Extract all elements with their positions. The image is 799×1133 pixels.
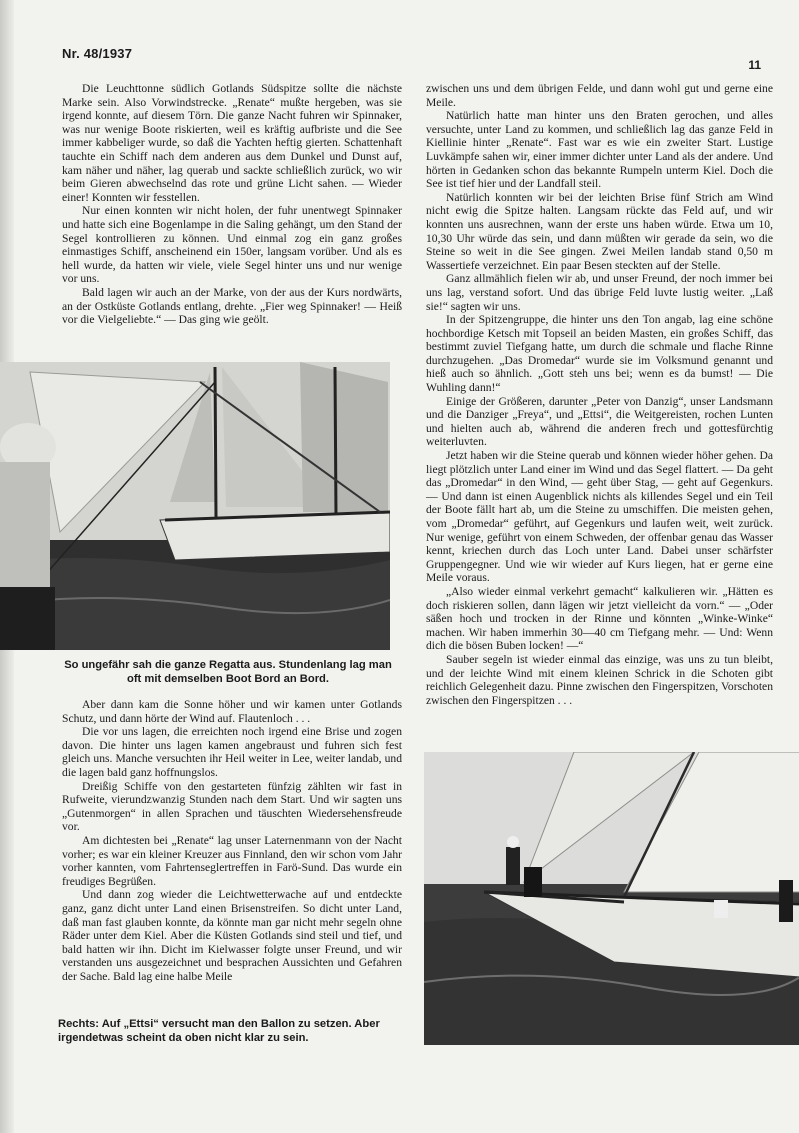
page-number: 11 [748,58,761,72]
regatta-photo [0,362,390,650]
paragraph: Dreißig Schiffe von den gestarteten fünfzig zählten wir fast in Rufweite, vierundzwanzig Stunden nach dem Start. Und wir sagten uns „Gutenmorgen“ in allen Sprachen und täuschten Wiedersehensfreude vor. [62,779,402,834]
paragraph: Einige der Größeren, darunter „Peter von Danzig“, unser Landsmann und die Danziger „Freya“, und „Ettsi“, die Weitgereisten, rochen Lunten und hielten auch ab, während die anderen frech und gottesfürchtig weiterluvten. [426,394,773,449]
ettsi-sailboat-photo [424,752,799,1045]
paragraph: Sauber segeln ist wieder einmal das einzige, was uns zu tun bleibt, und der leichte Wind mit einem kleinen Schrick in die Schoten gibt reichlich Gelegenheit dazu. Pinne zwischen den Fingerspitzen, Vorschoten zwischen den Fingerspitzen . . . [426,652,773,707]
paragraph: Die vor uns lagen, die erreichten noch irgend eine Brise und zogen davon. Die hinter uns lagen kamen angebraust und fuhren sich fest gleich uns. Manche versuchten ihr Heil weiter in Lee, weiter landab, und die lagen bald ganz hoffnungslos. [62,725,402,779]
paragraph: Am dichtesten bei „Renate“ lag unser Laternenmann von der Nacht vorher; es war ein kleiner Kreuzer aus Finnland, den wir schon vom Jahr vorher kannten, vom Fahrtenseglertreffen in Farö-Sund. Das wurde ein freudiges Begrüßen. [62,833,402,888]
paragraph: In der Spitzengruppe, die hinter uns den Ton angab, lag eine schöne hochbordige Ketsch mit Topseil an beiden Masten, ein großes Schiff, das bestimmt zuviel Tiefgang hatte, um durch die schmale und flache Rinne durchzugehen. „Das Dromedar“ wurde sie im Volksmund genannt und hieß auch so ähnlich. „Gott steh uns bei; wenn es da bumst! — Die Wuhling dann!“ [426,313,773,395]
paragraph: zwischen uns und dem übrigen Felde, und dann wohl gut und gerne eine Meile. [426,82,773,109]
sailboat-photo-illustration-right [424,752,799,1045]
photo-caption: So ungefähr sah die ganze Regatta aus. Stundenlang lag man oft mit demselben Boot Bord an Bord. [64,659,392,685]
paragraph: Natürlich hatte man hinter uns den Braten gerochen, und alles versuchte, unter Land zu kommen, und schließlich lag das ganze Feld in Kiellinie hinter „Renate“. Fast war es wie ein zweiter Start. Lustige Luvkämpfe sahen wir, einer immer dichter unter Land als der andere. Und hörten in Gedanken schon das bekannte Rumpeln unterm Kiel. Doch die See ist tief hier und der Landfall steil. [426,109,773,191]
paragraph: Und dann zog wieder die Leichtwetterwache auf und entdeckte ganz, ganz dicht unter Land einen Brisenstreifen. So dicht unter Land, daß man fast glauben konnte, da könnte man gar nicht mehr segeln ohne Räder unter dem Kiel. Aber die Küsten Gotlands sind steil und tief, und bald hatten wir ihn. Dicht im Kielwasser folgte unser Freund, und wir verstanden uns ausgezeichnet und besprachen Aussichten und Gefahren der Sache. Bald lag eine halbe Meile [62,888,402,983]
paragraph: Bald lagen wir auch an der Marke, von der aus der Kurs nordwärts, an der Ostküste Gotlands entlang, drehte. „Fier weg Spinnaker! — Heiß vor die Vielgeliebte.“ — Das ging wie geölt. [62,285,402,327]
paragraph: Ganz allmählich fielen wir ab, und unser Freund, der noch immer bei uns lag, verstand sofort. Und das übrige Feld luvte lustig weiter. „Laß sie!“ sagten wir uns. [426,272,773,313]
paragraph: „Also wieder einmal verkehrt gemacht“ kalkulieren wir. „Hätten es doch riskieren sollen, dann lägen wir jetzt vielleicht da vorn.“ — „Oder säßen hoch und trocken in der Rinne und könnten „Winke-Winke“ machen. Wir haben immerhin 30—40 cm Tiefgang mehr. — Und: Wenn dich die bösen Buben locken! —“ [426,584,773,653]
paragraph: Natürlich konnten wir bei der leichten Brise fünf Strich am Wind nicht ewig die Spitze halten. Langsam rückte das Feld auf, und wir konnten uns ausrechnen, wann der erste uns haben würde. Etwa um 10, 10,30 Uhr würde das sein, und dann müßten wir gerade da sein, wo die Steine so weit in die See gingen. Zwei Meilen landab stand 0,50 m Wassertiefe verzeichnet. Ein paar Besen steckten auf der Stelle. [426,190,773,272]
article-column-right [426,82,773,707]
photo-caption-right: Rechts: Auf „Ettsi“ versucht man den Ballon zu setzen. Aber irgendetwas scheint da oben nicht klar zu sein. [58,1018,380,1044]
paragraph: Jetzt haben wir die Steine querab und können wieder höher gehen. Da liegt plötzlich unter Land einer im Wind und das Segel flattert. — Da geht das „Dromedar“ in den Wind, — geht über Stag, — geht auf Gegenkurs. — Und dann ist einen Augenblick nichts als killendes Segel und ein Teil der Boote fällt hart ab, um die Steine zu umschiffen. Die meisten gehen, vom „Dromedar“ geführt, auf Gegenkurs und laufen weit, weit zurück. Nur wenige, geführt von einem Schweden, der offenbar genau das Wasser kennt, kriechen durch das Loch unter Land. Dabei unser schärfster Gruppengegner. Und wie wir wieder auf Kurs liegen, hat er gerne eine Meile voraus. [426,449,773,585]
paragraph: Aber dann kam die Sonne höher und wir kamen unter Gotlands Schutz, und dann hörte der Wind auf. Flautenloch . . . [62,698,402,725]
paragraph: Nur einen konnten wir nicht holen, der fuhr unentwegt Spinnaker und hatte sich eine Bogenlampe in die Saling gehängt, um den Stand der Segel kontrollieren zu können. Und einmal zog ein ganz großes einmastiges Schiff, anscheinend ein 150er, langsam vorüber. Und als es hell wurde, da hatten wir viele, viele Segel hinter uns und nur wenige vor uns. [62,204,402,286]
issue-number: Nr. 48/1937 [62,46,133,61]
paragraph: Die Leuchttonne südlich Gotlands Südspitze sollte die nächste Marke sein. Also Vorwindstrecke. „Renate“ mußte hergeben, was sie irgend konnte, auf diesem Törn. Die ganze Nacht fuhren wir Spinnaker, was nur wenige Boote riskierten, weil es kräftig aufbriste und die See immer kabbeliger wurde, so daß die Yachten heftig gierten. Schattenhaft tauchte ein Schiff nach dem anderen aus dem Dunkel und Dunst auf, kam näher und näher, lag querab und sackte schließlich zurück, wo wir beim Gieren abwechselnd das rote und grüne Licht sahen. — Wieder einer! Konnten wir fesstellen. [62,82,402,204]
article-column-left-bottom [62,698,402,983]
sailboat-photo-illustration [0,362,390,650]
article-column-left-top [62,82,402,327]
